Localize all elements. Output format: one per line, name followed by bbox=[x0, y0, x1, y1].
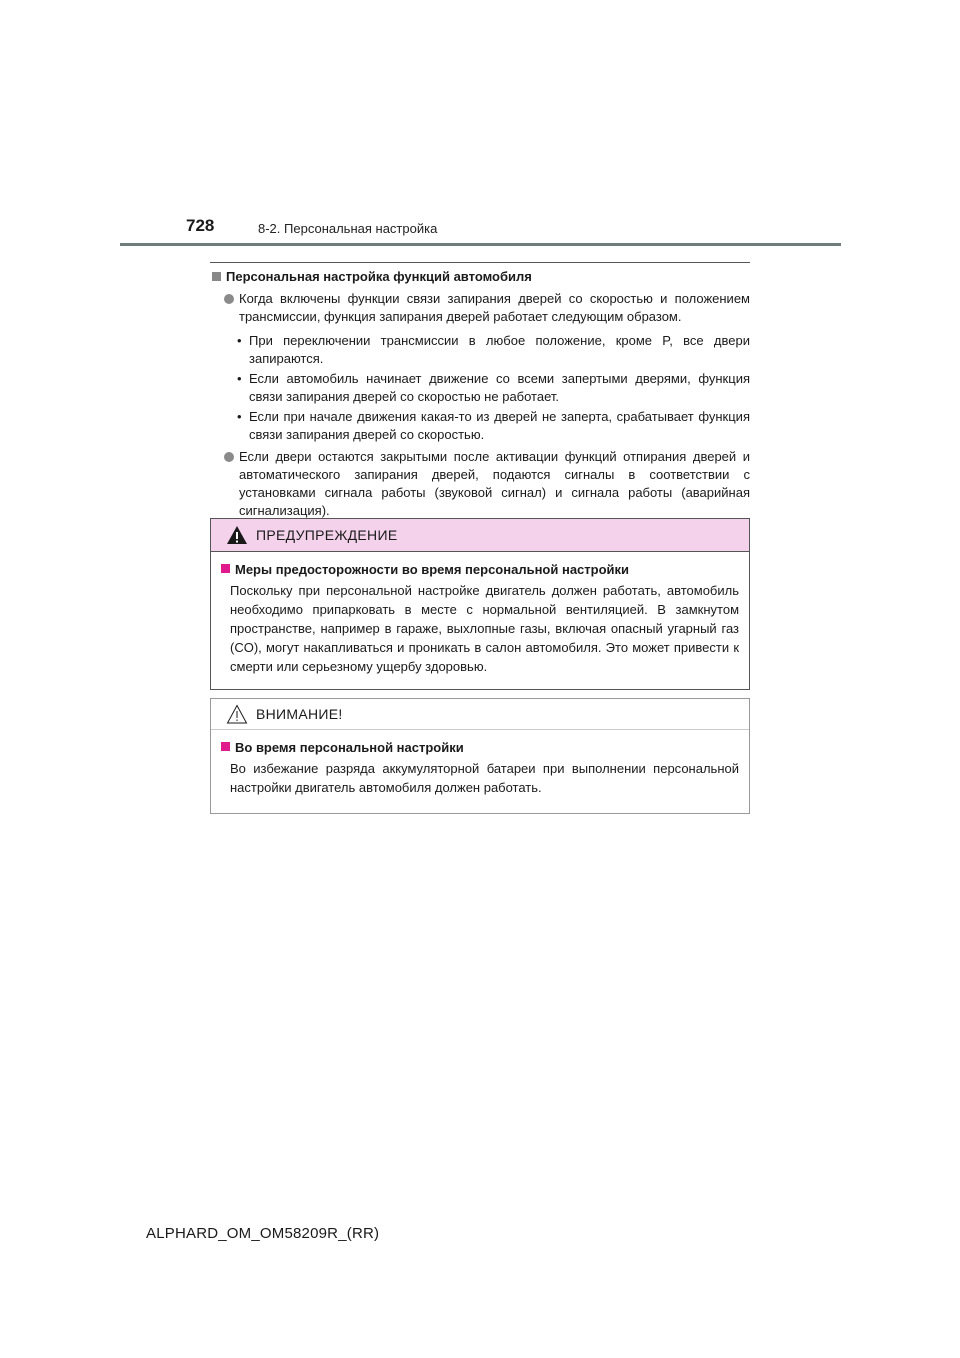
page-number: 728 bbox=[186, 216, 215, 235]
item-text: Когда включены функции связи запирания дверей со скоростью и положением трансмиссии, функция запирания дверей работает следующим образом. bbox=[239, 291, 750, 324]
warning-title: ПРЕДУПРЕЖДЕНИЕ bbox=[256, 527, 398, 543]
sub-bullet-text: Если при начале движения какая-то из дверей не заперта, срабатывает функция связи запирания дверей со скоростью. bbox=[249, 409, 750, 442]
bullet-char: • bbox=[237, 409, 242, 424]
warning-triangle-icon bbox=[226, 525, 248, 545]
document-code: ALPHARD_OM_OM58209R_(RR) bbox=[146, 1225, 380, 1242]
warning-header bbox=[211, 519, 749, 552]
square-bullet-icon bbox=[212, 272, 221, 281]
section-heading bbox=[210, 268, 750, 286]
warning-subheading-text: Меры предосторожности во время персональной настройки bbox=[235, 562, 630, 577]
sub-bullet-item bbox=[210, 408, 750, 444]
sub-bullet-text: При переключении трансмиссии в любое положение, кроме P, все двери запираются. bbox=[249, 333, 750, 366]
warning-body bbox=[211, 552, 749, 676]
bullet-char: • bbox=[237, 371, 242, 386]
circle-bullet-icon bbox=[224, 452, 234, 462]
caution-title: ВНИМАНИЕ! bbox=[256, 706, 343, 722]
square-bullet-icon bbox=[221, 742, 230, 751]
sub-bullet-list bbox=[210, 332, 750, 444]
sub-bullet-item bbox=[210, 332, 750, 368]
caution-body bbox=[211, 730, 749, 797]
square-bullet-icon bbox=[221, 564, 230, 573]
list-item bbox=[210, 448, 750, 520]
caution-triangle-icon bbox=[226, 704, 248, 724]
caution-text: Во избежание разряда аккумуляторной батареи при выполнении персональной настройки двигатель автомобиля должен работать. bbox=[230, 761, 739, 795]
section-heading-text: Персональная настройка функций автомобиля bbox=[226, 269, 532, 284]
caution-subheading-text: Во время персональной настройки bbox=[235, 740, 464, 755]
section-divider bbox=[210, 262, 750, 263]
caution-box bbox=[210, 698, 750, 814]
list-item bbox=[210, 290, 750, 326]
warning-text: Поскольку при персональной настройке двигатель должен работать, автомобиль необходимо припарковать в месте с нормальной вентиляцией. В замкнутом пространстве, например в гараже, выхлопные газы, включая опасный угарный газ (CO), могут накапливаться и проникать в салон автомобиля. Это может привести к смерти или серьезному ущербу здоровью. bbox=[230, 583, 739, 674]
circle-bullet-icon bbox=[224, 294, 234, 304]
warning-subheading bbox=[221, 560, 739, 579]
warning-box bbox=[210, 518, 750, 690]
main-content bbox=[210, 268, 750, 526]
header-divider bbox=[120, 243, 841, 246]
bullet-char: • bbox=[237, 333, 242, 348]
caution-subheading bbox=[221, 738, 739, 757]
caution-header bbox=[211, 699, 749, 730]
item-text: Если двери остаются закрытыми после активации функций отпирания дверей и автоматического запирания дверей, подаются сигналы в соответствии с установками сигнала работы (звуковой сигнал) и сигнала работы (аварийная сигнализация). bbox=[239, 449, 750, 518]
section-title: 8-2. Персональная настройка bbox=[258, 221, 438, 236]
sub-bullet-item bbox=[210, 370, 750, 406]
sub-bullet-text: Если автомобиль начинает движение со всеми запертыми дверями, функция связи запирания дверей со скоростью не работает. bbox=[249, 371, 750, 404]
